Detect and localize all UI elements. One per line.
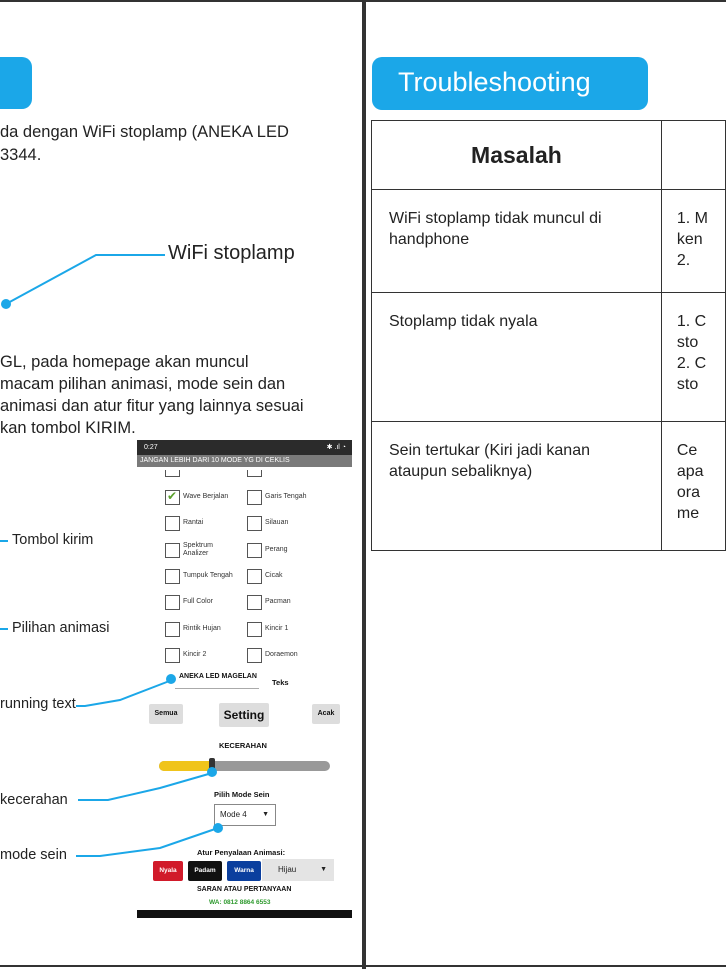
teks-label: Teks xyxy=(272,678,289,687)
solution-cell xyxy=(662,190,725,271)
mode-sein-pointer-dot xyxy=(213,823,223,833)
table-row xyxy=(372,293,726,422)
animation-checkbox-label: Tumpuk Tengah xyxy=(183,571,233,579)
solution-line: Ce xyxy=(676,442,698,459)
setting-button[interactable]: Setting xyxy=(219,703,269,727)
animation-checkbox-label: Full Color xyxy=(183,598,213,606)
padam-button[interactable]: Padam xyxy=(188,861,222,881)
callout-kecerahan: kecerahan xyxy=(0,792,68,808)
callout-running-text: running text xyxy=(0,696,76,712)
animation-checkbox-label: Kincir 1 xyxy=(265,624,289,632)
paragraph-line: macam pilihan animasi, mode sein dan xyxy=(0,375,286,393)
mode-sein-value: Mode 4 xyxy=(220,810,247,819)
semua-button[interactable]: Semua xyxy=(149,704,183,724)
paragraph-line: kan tombol KIRIM. xyxy=(0,419,136,437)
paragraph-line: animasi dan atur fitur yang lainnya sesuai xyxy=(0,397,304,415)
table-row xyxy=(372,422,726,551)
solution-line: me xyxy=(676,505,700,522)
animation-checkbox-label: Rintik Hujan xyxy=(183,624,221,632)
animation-checkbox-label: Perang xyxy=(265,545,288,553)
masalah-line: ataupun sebaliknya) xyxy=(389,463,533,480)
troubleshooting-badge xyxy=(372,57,648,110)
solution-line: ora xyxy=(676,484,700,501)
animation-checkbox-label: Wave Berjalan xyxy=(183,493,229,500)
masalah-cell xyxy=(372,190,661,250)
whatsapp-number[interactable]: WA: 0812 8864 6553 xyxy=(209,899,271,906)
checkmark-icon: ✔ xyxy=(167,489,178,503)
paragraph-line: GL, pada homepage akan muncul xyxy=(0,353,249,371)
masalah-line: handphone xyxy=(389,231,470,248)
wifi-pointer-dot xyxy=(1,299,11,309)
warna-button[interactable]: Warna xyxy=(227,861,261,881)
solution-cell xyxy=(662,293,725,395)
mode-sein-label: Pilih Mode Sein xyxy=(214,790,270,799)
animation-checkbox-label: Spektrum Analizer xyxy=(183,541,213,557)
saran-label: SARAN ATAU PERTANYAAN xyxy=(197,886,292,893)
acak-button[interactable]: Acak xyxy=(312,704,340,724)
nyala-button[interactable]: Nyala xyxy=(153,861,183,881)
animation-checkbox-label: Kincir 2 xyxy=(183,650,207,658)
callout-pilihan-animasi: Pilihan animasi xyxy=(12,620,110,636)
masalah-cell xyxy=(372,422,661,482)
masalah-line: WiFi stoplamp tidak muncul di xyxy=(389,210,602,227)
status-icons: ✱ .ıl ◔ xyxy=(326,444,346,451)
animation-checkbox-label: Doraemon xyxy=(265,650,298,658)
solution-cell xyxy=(662,422,725,524)
solution-line: sto xyxy=(676,376,699,393)
animation-checkbox-label: Pacman xyxy=(265,598,291,606)
animasi-label: Atur Penyalaan Animasi: xyxy=(197,848,286,857)
running-text-value: ANEKA LED MAGELAN xyxy=(179,673,257,680)
solution-line: 2. xyxy=(676,252,691,269)
wifi-stoplamp-label: WiFi stoplamp xyxy=(168,242,295,264)
intro-line: 3344. xyxy=(0,146,42,164)
table-header-masalah xyxy=(372,121,662,190)
solution-line: ken xyxy=(676,231,703,248)
chevron-down-icon: ▼ xyxy=(262,811,269,818)
callout-mode-sein: mode sein xyxy=(0,847,67,863)
solution-line: sto xyxy=(676,334,699,351)
troubleshooting-title: Troubleshooting xyxy=(398,67,591,97)
masalah-cell xyxy=(372,293,661,332)
table-header-solution xyxy=(661,121,725,190)
masalah-line: Sein tertukar (Kiri jadi kanan xyxy=(389,442,590,459)
intro-line: da dengan WiFi stoplamp (ANEKA LED xyxy=(0,123,289,141)
troubleshooting-table xyxy=(371,120,726,551)
header-masalah-text: Masalah xyxy=(471,141,562,168)
animation-checkbox-label: Rantai xyxy=(183,519,204,527)
solution-line: 2. C xyxy=(676,355,707,372)
animation-checkbox-label: Garis Tengah xyxy=(265,493,307,500)
status-time: 0:27 xyxy=(144,444,158,451)
chevron-down-icon: ▼ xyxy=(320,866,327,873)
masalah-line: Stoplamp tidak nyala xyxy=(389,313,538,330)
callout-tombol-kirim: Tombol kirim xyxy=(12,532,94,548)
animation-checkbox-label: Silauan xyxy=(265,519,289,527)
table-row xyxy=(372,190,726,293)
animation-checkbox-label: Cicak xyxy=(265,571,283,579)
solution-line: apa xyxy=(676,463,704,480)
warning-banner: JANGAN LEBIH DARI 10 MODE YG DI CEKLIS xyxy=(137,455,352,467)
kecerahan-label: KECERAHAN xyxy=(219,741,267,750)
solution-line: 1. M xyxy=(676,210,708,227)
kecerahan-pointer-dot xyxy=(207,767,217,777)
solution-line: 1. C xyxy=(676,313,707,330)
color-select-value: Hijau xyxy=(278,865,297,874)
running-text-pointer-dot xyxy=(166,674,176,684)
